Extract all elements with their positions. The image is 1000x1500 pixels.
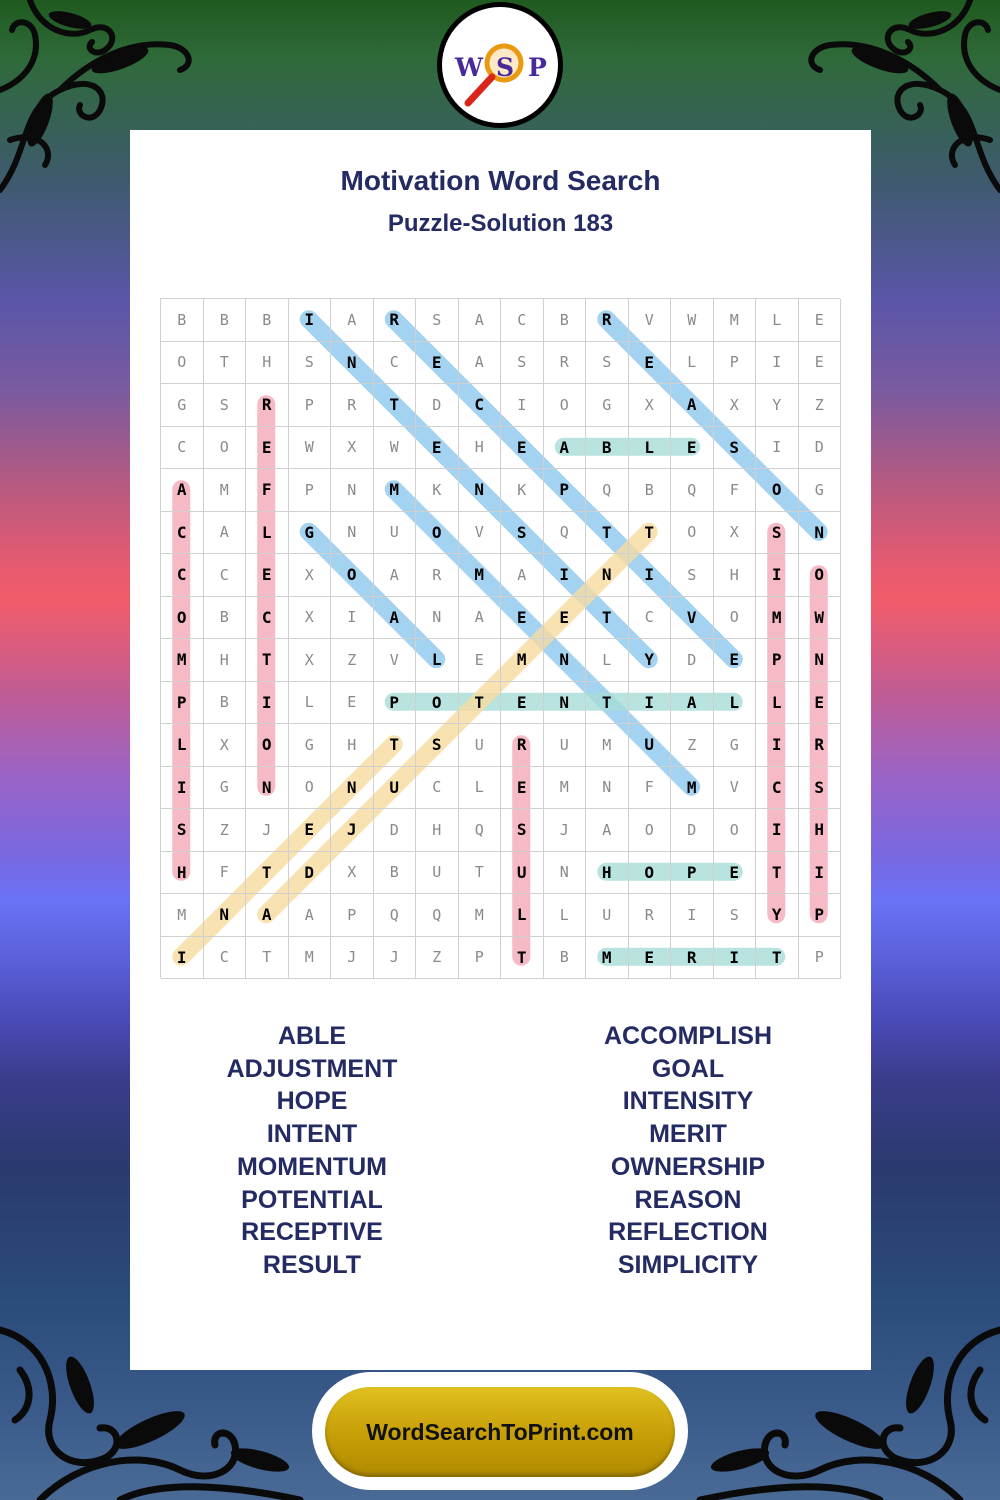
grid-cell: L — [416, 639, 459, 682]
word-list-item: RESULT — [262, 1250, 362, 1279]
grid-cell: O — [289, 767, 332, 810]
grid-cell: H — [714, 554, 757, 597]
word-list-item: ABLE — [277, 1022, 347, 1050]
page-title: Motivation Word Search — [340, 165, 661, 196]
grid-cell: S — [501, 809, 544, 852]
grid-cell: X — [289, 597, 332, 640]
grid-cell: G — [289, 512, 332, 555]
grid-cell: M — [374, 469, 417, 512]
page-subtitle: Puzzle-Solution 183 — [387, 210, 614, 237]
grid-cell: B — [374, 852, 417, 895]
word-list-item: OWNERSHIP — [610, 1152, 766, 1181]
grid-cell: H — [246, 342, 289, 385]
grid-cell: U — [374, 512, 417, 555]
grid-cell: S — [289, 342, 332, 385]
grid-cell: I — [799, 852, 842, 895]
grid-cell: D — [289, 852, 332, 895]
grid-cell: O — [714, 809, 757, 852]
grid-cell: P — [289, 384, 332, 427]
grid-cell: L — [289, 682, 332, 725]
grid-cell: X — [289, 554, 332, 597]
grid-cell: L — [586, 639, 629, 682]
grid-cell: U — [501, 852, 544, 895]
grid-cell: R — [331, 384, 374, 427]
grid-cell: V — [671, 597, 714, 640]
grid-cell: M — [204, 469, 247, 512]
grid-cell: N — [331, 342, 374, 385]
grid-cell: P — [289, 469, 332, 512]
grid-cell: O — [246, 724, 289, 767]
grid-cell: N — [799, 639, 842, 682]
word-list-item: GOAL — [651, 1054, 725, 1083]
logo-letter-s: S — [496, 53, 515, 82]
grid-cell: O — [714, 597, 757, 640]
grid-cell: Q — [374, 894, 417, 937]
grid-cell: O — [799, 554, 842, 597]
grid-cell: P — [331, 894, 374, 937]
grid-cell: O — [756, 469, 799, 512]
grid-cell: X — [204, 724, 247, 767]
grid-cell: Y — [756, 894, 799, 937]
grid-cell: L — [756, 299, 799, 342]
grid-cell: R — [799, 724, 842, 767]
grid-cell: N — [586, 767, 629, 810]
grid-cell: N — [459, 469, 502, 512]
grid-cell: M — [586, 937, 629, 980]
grid-cell: F — [629, 767, 672, 810]
grid-cell: C — [629, 597, 672, 640]
grid-cell: Z — [416, 937, 459, 980]
grid-cell: I — [714, 937, 757, 980]
grid-cell: T — [459, 852, 502, 895]
grid-cell: T — [629, 512, 672, 555]
wsp-logo — [437, 2, 563, 128]
grid-cell: S — [416, 724, 459, 767]
grid-cell: L — [544, 894, 587, 937]
grid-cell: O — [671, 512, 714, 555]
grid-cell: H — [459, 427, 502, 470]
grid-cell: L — [671, 342, 714, 385]
grid-cell: N — [204, 894, 247, 937]
grid-cell: T — [246, 639, 289, 682]
grid-cell: H — [586, 852, 629, 895]
grid-cell: L — [501, 894, 544, 937]
word-search-grid-wrap — [160, 298, 840, 978]
grid-cell: E — [501, 427, 544, 470]
grid-cell: E — [799, 342, 842, 385]
grid-cell: B — [204, 597, 247, 640]
grid-cell: I — [629, 554, 672, 597]
grid-cell: C — [416, 767, 459, 810]
grid-cell: I — [331, 597, 374, 640]
grid-cell: M — [671, 767, 714, 810]
grid-cell: B — [204, 299, 247, 342]
grid-cell: Y — [756, 384, 799, 427]
grid-cell: A — [459, 342, 502, 385]
grid-cell: J — [331, 937, 374, 980]
grid-cell: I — [756, 809, 799, 852]
grid-cell: N — [331, 767, 374, 810]
grid-cell: C — [204, 554, 247, 597]
grid-cell: M — [161, 894, 204, 937]
grid-cell: I — [161, 937, 204, 980]
grid-cell: C — [161, 554, 204, 597]
grid-cell: A — [289, 894, 332, 937]
grid-cell: T — [586, 512, 629, 555]
grid-cell: I — [756, 554, 799, 597]
grid-cell: G — [161, 384, 204, 427]
grid-cell: S — [799, 767, 842, 810]
grid-cell: S — [586, 342, 629, 385]
grid-cell: U — [459, 724, 502, 767]
grid-cell: M — [459, 894, 502, 937]
grid-cell: O — [331, 554, 374, 597]
grid-cell: E — [714, 852, 757, 895]
grid-cell: E — [714, 639, 757, 682]
grid-cell: E — [289, 809, 332, 852]
grid-cell: D — [416, 384, 459, 427]
grid-cell: U — [544, 724, 587, 767]
grid-cell: H — [331, 724, 374, 767]
grid-cell: O — [416, 512, 459, 555]
grid-cell: C — [161, 427, 204, 470]
grid-cell: U — [629, 724, 672, 767]
grid-cell: J — [544, 809, 587, 852]
grid-cell: Z — [204, 809, 247, 852]
word-list-item: MERIT — [649, 1120, 727, 1149]
grid-cell: E — [416, 427, 459, 470]
grid-cell: R — [501, 724, 544, 767]
grid-cell: E — [246, 427, 289, 470]
grid-cell: Y — [629, 639, 672, 682]
word-list-item: SIMPLICITY — [617, 1250, 759, 1279]
grid-cell: I — [756, 342, 799, 385]
grid-cell: J — [331, 809, 374, 852]
grid-cell: E — [501, 767, 544, 810]
grid-cell: E — [629, 342, 672, 385]
grid-cell: A — [586, 809, 629, 852]
grid-cell: O — [416, 682, 459, 725]
grid-cell: T — [459, 682, 502, 725]
grid-cell: M — [714, 299, 757, 342]
grid-cell: I — [671, 894, 714, 937]
word-list-right — [568, 1020, 808, 1282]
grid-cell: L — [161, 724, 204, 767]
grid-cell: F — [246, 469, 289, 512]
grid-cell: O — [204, 427, 247, 470]
grid-cell: N — [331, 512, 374, 555]
grid-cell: G — [714, 724, 757, 767]
grid-cell: V — [714, 767, 757, 810]
grid-cell: N — [586, 554, 629, 597]
grid-cell: Q — [586, 469, 629, 512]
word-list-left — [192, 1020, 432, 1282]
grid-cell: O — [629, 809, 672, 852]
grid-cell: I — [756, 724, 799, 767]
grid-cell: E — [501, 682, 544, 725]
word-list-item: POTENTIAL — [241, 1185, 383, 1214]
grid-cell: Z — [671, 724, 714, 767]
word-list-item: REFLECTION — [608, 1218, 768, 1247]
grid-cell: B — [544, 299, 587, 342]
grid-cell: T — [374, 384, 417, 427]
grid-cell: S — [501, 342, 544, 385]
grid-cell: D — [671, 809, 714, 852]
grid-cell: M — [586, 724, 629, 767]
grid-cell: D — [374, 809, 417, 852]
grid-cell: S — [416, 299, 459, 342]
grid-cell: E — [799, 299, 842, 342]
grid-cell: H — [161, 852, 204, 895]
grid-cell: U — [586, 894, 629, 937]
grid-cell: T — [756, 937, 799, 980]
grid-cell: E — [246, 554, 289, 597]
word-list-item: MOMENTUM — [237, 1152, 387, 1181]
footer-site-text: WordSearchToPrint.com — [366, 1418, 634, 1445]
grid-cell: D — [671, 639, 714, 682]
grid-cell: R — [544, 342, 587, 385]
word-list-item: INTENSITY — [622, 1087, 754, 1116]
grid-cell: T — [756, 852, 799, 895]
grid-cell: F — [714, 469, 757, 512]
grid-cell: T — [586, 597, 629, 640]
grid-cell: O — [544, 384, 587, 427]
grid-cell: W — [671, 299, 714, 342]
grid-cell: I — [289, 299, 332, 342]
grid-cell: E — [799, 682, 842, 725]
grid-cell: H — [799, 809, 842, 852]
grid-cell: B — [586, 427, 629, 470]
grid-cell: M — [544, 767, 587, 810]
grid-cell: J — [246, 809, 289, 852]
grid-cell: A — [246, 894, 289, 937]
grid-cell: L — [756, 682, 799, 725]
logo-badge — [442, 7, 558, 123]
grid-cell: C — [374, 342, 417, 385]
grid-cell: R — [586, 299, 629, 342]
grid-cell: L — [629, 427, 672, 470]
grid-cell: Q — [544, 512, 587, 555]
grid-cell: S — [671, 554, 714, 597]
grid-cell: N — [544, 639, 587, 682]
grid-cell: X — [289, 639, 332, 682]
grid-cell: B — [629, 469, 672, 512]
grid-cell: M — [459, 554, 502, 597]
grid-cell: M — [289, 937, 332, 980]
grid-cell: A — [204, 512, 247, 555]
grid-cell: E — [544, 597, 587, 640]
grid-cell: W — [374, 427, 417, 470]
grid-cell: X — [629, 384, 672, 427]
grid-cell: P — [714, 342, 757, 385]
grid-cell: N — [331, 469, 374, 512]
grid-cell: P — [544, 469, 587, 512]
logo-letter-w: W — [455, 53, 484, 82]
grid-cell: T — [586, 682, 629, 725]
grid-cell: X — [714, 512, 757, 555]
grid-cell: A — [374, 554, 417, 597]
grid-cell: C — [459, 384, 502, 427]
grid-cell: S — [714, 427, 757, 470]
grid-cell: B — [204, 682, 247, 725]
grid-cell: K — [501, 469, 544, 512]
grid-cell: G — [204, 767, 247, 810]
grid-cell: P — [799, 894, 842, 937]
grid-cell: O — [629, 852, 672, 895]
grid-cell: X — [714, 384, 757, 427]
grid-cell: P — [671, 852, 714, 895]
grid-cell: T — [246, 852, 289, 895]
footer-link-button[interactable] — [325, 1387, 675, 1477]
grid-cell: Z — [799, 384, 842, 427]
grid-cell: V — [374, 639, 417, 682]
grid-cell: A — [331, 299, 374, 342]
grid-cell: V — [629, 299, 672, 342]
grid-cell: C — [246, 597, 289, 640]
grid-cell: W — [799, 597, 842, 640]
grid-cell: H — [416, 809, 459, 852]
grid-cell: S — [204, 384, 247, 427]
grid-cell: S — [161, 809, 204, 852]
grid-cell: S — [714, 894, 757, 937]
grid-cell: O — [161, 342, 204, 385]
grid-cell: O — [161, 597, 204, 640]
grid-cell: N — [544, 852, 587, 895]
word-list-item: RECEPTIVE — [241, 1218, 383, 1247]
grid-cell: R — [246, 384, 289, 427]
grid-cell: B — [544, 937, 587, 980]
grid-cell: I — [161, 767, 204, 810]
grid-cell: Z — [331, 639, 374, 682]
grid-cell: E — [331, 682, 374, 725]
grid-cell: Q — [671, 469, 714, 512]
grid-cell: C — [756, 767, 799, 810]
grid-cell: F — [204, 852, 247, 895]
puzzle-panel — [130, 130, 871, 1370]
grid-cell: L — [246, 512, 289, 555]
grid-cell: T — [501, 937, 544, 980]
grid-cell: C — [501, 299, 544, 342]
grid-cell: I — [246, 682, 289, 725]
grid-cell: P — [374, 682, 417, 725]
grid-cell: I — [629, 682, 672, 725]
grid-cell: C — [204, 937, 247, 980]
grid-cell: N — [416, 597, 459, 640]
grid-cell: R — [629, 894, 672, 937]
grid-cell: S — [501, 512, 544, 555]
grid-cell: N — [799, 512, 842, 555]
grid-cell: T — [204, 342, 247, 385]
grid-cell: E — [671, 427, 714, 470]
grid-cell: A — [544, 427, 587, 470]
grid-cell: E — [501, 597, 544, 640]
grid-cell: A — [374, 597, 417, 640]
grid-cell: A — [459, 299, 502, 342]
word-list-item: INTENT — [266, 1120, 358, 1149]
word-list-item: HOPE — [276, 1087, 348, 1116]
logo-letter-p: P — [528, 53, 547, 82]
grid-cell: A — [161, 469, 204, 512]
grid-cell: G — [289, 724, 332, 767]
grid-cell: P — [459, 937, 502, 980]
grid-cell: L — [459, 767, 502, 810]
grid-cell: W — [289, 427, 332, 470]
grid-cell: P — [799, 937, 842, 980]
grid-cell: A — [671, 682, 714, 725]
word-list-item: ADJUSTMENT — [226, 1054, 398, 1083]
word-search-grid — [160, 298, 840, 978]
grid-cell: U — [416, 852, 459, 895]
grid-cell: V — [459, 512, 502, 555]
grid-cell: R — [416, 554, 459, 597]
grid-cell: X — [331, 852, 374, 895]
grid-cell: Q — [459, 809, 502, 852]
grid-cell: N — [544, 682, 587, 725]
grid-cell: M — [161, 639, 204, 682]
grid-cell: M — [756, 597, 799, 640]
grid-cell: I — [544, 554, 587, 597]
grid-cell: S — [756, 512, 799, 555]
grid-cell: A — [671, 384, 714, 427]
grid-cell: I — [756, 427, 799, 470]
grid-cell: E — [459, 639, 502, 682]
grid-cell: K — [416, 469, 459, 512]
grid-cell: M — [501, 639, 544, 682]
grid-cell: E — [629, 937, 672, 980]
word-list-item: REASON — [634, 1185, 742, 1214]
grid-cell: R — [671, 937, 714, 980]
grid-cell: D — [799, 427, 842, 470]
grid-cell: L — [714, 682, 757, 725]
grid-cell: R — [374, 299, 417, 342]
word-list-item: ACCOMPLISH — [603, 1022, 773, 1050]
grid-cell: T — [246, 937, 289, 980]
grid-cell: P — [161, 682, 204, 725]
grid-cell: P — [756, 639, 799, 682]
grid-cell: C — [161, 512, 204, 555]
grid-cell: B — [246, 299, 289, 342]
grid-cell: E — [416, 342, 459, 385]
grid-cell: A — [459, 597, 502, 640]
grid-cell: T — [374, 724, 417, 767]
grid-cell: U — [374, 767, 417, 810]
grid-cell: N — [246, 767, 289, 810]
grid-cell: Q — [416, 894, 459, 937]
grid-cell: I — [501, 384, 544, 427]
grid-cell: A — [501, 554, 544, 597]
grid-cell: J — [374, 937, 417, 980]
grid-cell: B — [161, 299, 204, 342]
grid-cell: X — [331, 427, 374, 470]
grid-cell: G — [586, 384, 629, 427]
grid-cell: G — [799, 469, 842, 512]
grid-cell: H — [204, 639, 247, 682]
